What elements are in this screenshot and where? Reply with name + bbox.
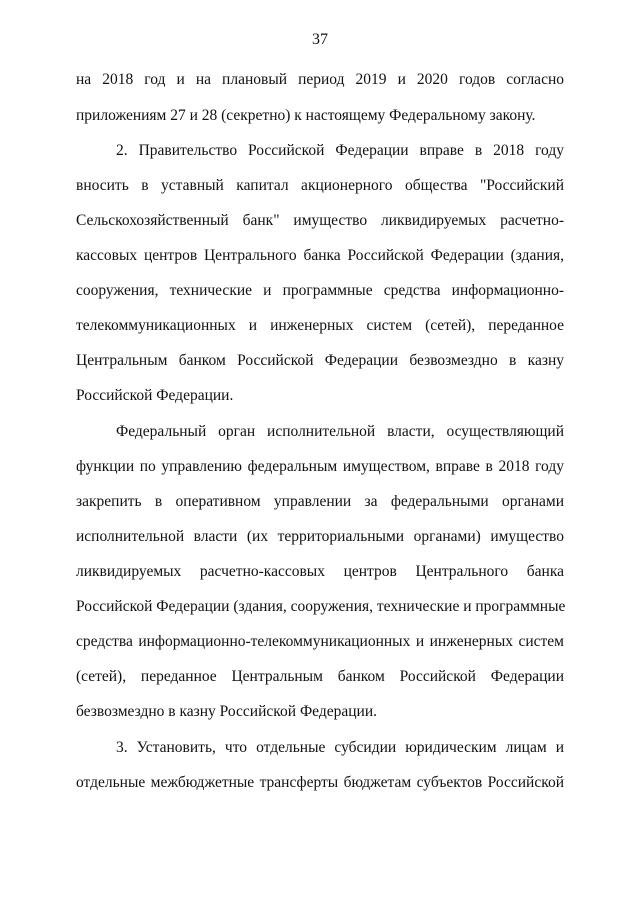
text-line: (сетей), переданное Центральным банком Российской Федерации	[76, 668, 564, 685]
text-line: ликвидируемых расчетно-кассовых центров Центрального банка	[76, 563, 564, 580]
text-line: 3. Установить, что отдельные субсидии юридическим лицам и	[116, 739, 564, 756]
text-line: 2. Правительство Российской Федерации вправе в 2018 году	[116, 142, 564, 159]
text-line: Российской Федерации.	[76, 387, 234, 404]
text-line: Сельскохозяйственный банк" имущество ликвидируемых расчетно-	[76, 212, 564, 229]
text-line: отдельные межбюджетные трансферты бюджетам субъектов Российской	[76, 774, 564, 791]
text-line: закрепить в оперативном управлении за федеральными органами	[76, 493, 564, 510]
text-line: кассовых центров Центрального банка Российской Федерации (здания,	[76, 247, 564, 264]
text-line: на 2018 год и на плановый период 2019 и 2020 годов согласно	[76, 71, 564, 88]
text-line: безвозмездно в казну Российской Федерации.	[76, 703, 378, 720]
text-line: вносить в уставный капитал акционерного общества "Российский	[76, 177, 564, 194]
text-line: приложениям 27 и 28 (секретно) к настоящему Федеральному закону.	[76, 107, 536, 124]
text-line: сооружения, технические и программные средства информационно-	[76, 282, 564, 299]
text-line: средства информационно-телекоммуникационных и инженерных систем	[76, 633, 564, 650]
text-line: телекоммуникационных и инженерных систем (сетей), переданное	[76, 317, 564, 334]
text-line: Центральным банком Российской Федерации безвозмездно в казну	[76, 352, 564, 369]
text-line: Федеральный орган исполнительной власти, осуществляющий	[116, 423, 564, 440]
text-line: Российской Федерации (здания, сооружения, технические и программные	[76, 598, 566, 615]
text-line: функции по управлению федеральным имуществом, вправе в 2018 году	[76, 458, 564, 475]
text-line: исполнительной власти (их территориальными органами) имущество	[76, 528, 564, 545]
page-number: 37	[312, 31, 328, 48]
